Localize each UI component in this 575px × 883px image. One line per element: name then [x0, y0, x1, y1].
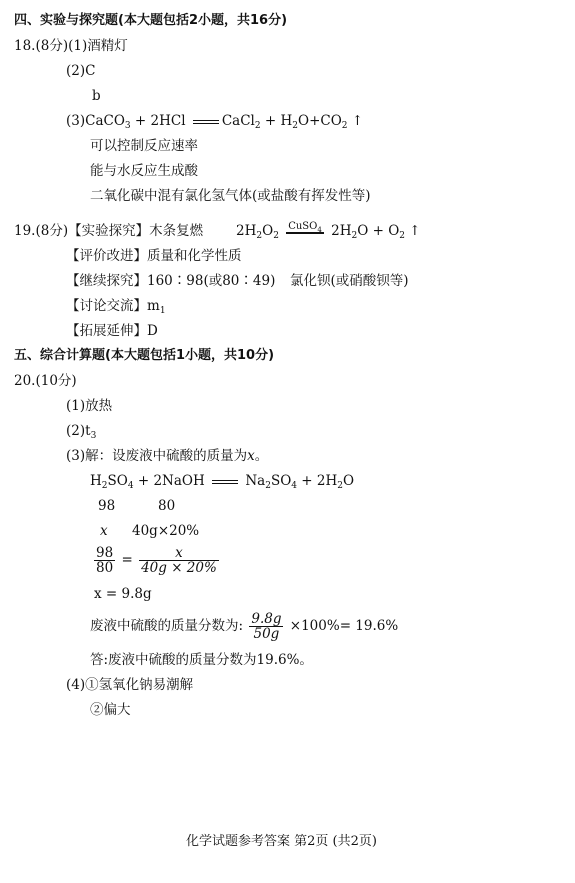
q18-part3-equation: (3)CaCO$_3$ + 2HCl CaCl$_2$ + $H_2O+CO_2$ ↑ [66, 113, 364, 131]
q20-part4b: ②偏大 [90, 702, 131, 718]
q18-part2: (2)C [66, 63, 96, 79]
q20-part1: (1)放热 [66, 398, 113, 414]
mass-fraction-calc: 废液中硫酸的质量分数为: $\frac{9.8g}{50g}$ ×100%= 19.6% [90, 611, 399, 642]
q19-line3: 【讨论交流】$m_1$ [66, 298, 166, 316]
q20-equation: $H_2SO_4$ + 2NaOH $Na_2SO_4 + 2H_2O$ [90, 473, 355, 491]
fraction-98-80: $\frac{98}{80}$ [96, 545, 114, 576]
molar-mass-h2so4: 98 [98, 498, 116, 514]
q20-part2: $(2)t_3$ [66, 423, 97, 441]
q19-line4: 【拓展延伸】D [66, 323, 158, 339]
q20-part4: (4)①氢氧化钠易潮解 [66, 677, 194, 693]
naoh-mass: 40g×20% [132, 523, 200, 539]
section-5-title: 五、综合计算题(本大题包括1小题，共10分) [14, 348, 275, 363]
equals-line [212, 480, 238, 484]
q18-line2: 能与水反应生成酸 [90, 163, 198, 179]
q20-head: 20.(10分) [14, 373, 77, 389]
proportion: $\frac{98}{80}$ = $\frac{x}{40g \times 20\%}$ [96, 545, 217, 576]
result-x: x = 9.8g [94, 586, 152, 602]
fraction-9-8-over-50: $\frac{9.8g}{50g}$ [251, 611, 282, 642]
q19-equation: $2H_2O_2$ CuSO$_4$ $2H_2O + O_2$ ↑ [236, 221, 421, 241]
q18-head: 18.(8分)(1)酒精灯 [14, 38, 128, 54]
fraction-x-over-mass: $\frac{x}{40g \times 20\%}$ [141, 545, 217, 576]
q19-line2b: 氯化钡(或硝酸钡等) [290, 273, 409, 289]
unknown-x: x [100, 523, 108, 539]
section-4-title: 四、实验与探究题(本大题包括2小题，共16分) [14, 13, 288, 28]
q18-part2-b: b [92, 88, 101, 104]
molar-mass-naoh: 80 [158, 498, 176, 514]
answer-line: 答:废液中硫酸的质量分数为19.6%。 [90, 652, 313, 668]
q20-part3: (3)解：设废液中硫酸的质量为x。 [66, 448, 269, 464]
q18-line3: 二氧化碳中混有氯化氢气体(或盐酸有挥发性等) [90, 188, 371, 204]
q18-line1: 可以控制反应速率 [90, 138, 198, 154]
equals-line [193, 120, 219, 124]
q19-line1: 【评价改进】质量和化学性质 [66, 248, 242, 264]
q19-line2: 【继续探究】160∶98(或80∶49) [66, 273, 276, 289]
catalyst-condition: CuSO$_4$ [288, 221, 322, 234]
q19-head: 19.(8分)【实验探究】木条复燃 [14, 223, 204, 239]
page-footer: 化学试题参考答案 第2页 (共2页) [186, 834, 377, 849]
